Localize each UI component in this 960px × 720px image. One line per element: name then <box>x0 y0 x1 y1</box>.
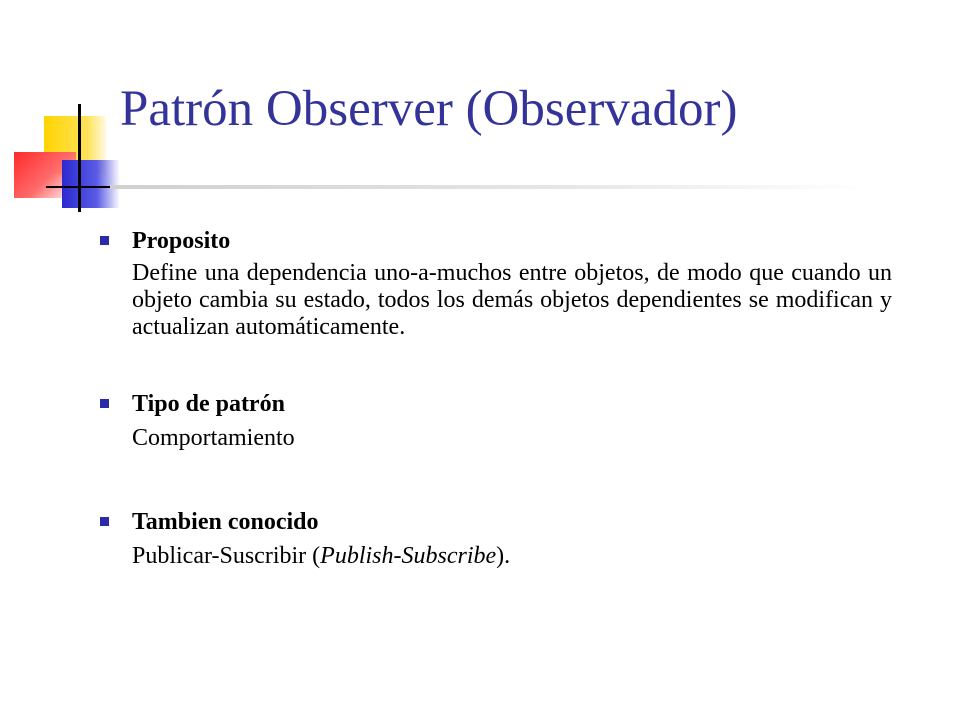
bullet-item-tipo <box>100 387 892 455</box>
logo-vertical-line <box>78 104 81 212</box>
body-suffix: ). <box>496 543 511 569</box>
bullet-heading: Proposito <box>132 228 231 254</box>
bullet-body: Define una dependencia uno-a-muchos entre objetos, de modo que cuando un objeto cambia su estado, todos los demás objetos dependientes se modifican y actualizan automáticamente. <box>132 260 892 340</box>
corner-logo-icon <box>0 0 140 230</box>
bullet-body <box>132 539 892 573</box>
bullet-square-icon <box>100 399 109 408</box>
bullet-item-proposito <box>100 224 892 341</box>
bullet-heading: Tambien conocido <box>132 509 319 535</box>
bullet-body: Comportamiento <box>132 425 295 451</box>
title-underline <box>110 185 870 189</box>
bullet-square-icon <box>100 517 109 526</box>
body-prefix: Publicar-Suscribir ( <box>132 543 321 569</box>
bullet-list <box>100 224 892 573</box>
bullet-square-icon <box>100 236 109 245</box>
body-italic: Publish-Subscribe <box>320 543 497 569</box>
slide-title: Patrón Observer (Observador) <box>120 81 738 137</box>
logo-blue-square <box>62 160 120 208</box>
bullet-heading: Tipo de patrón <box>132 391 285 417</box>
bullet-item-conocido <box>100 505 892 573</box>
